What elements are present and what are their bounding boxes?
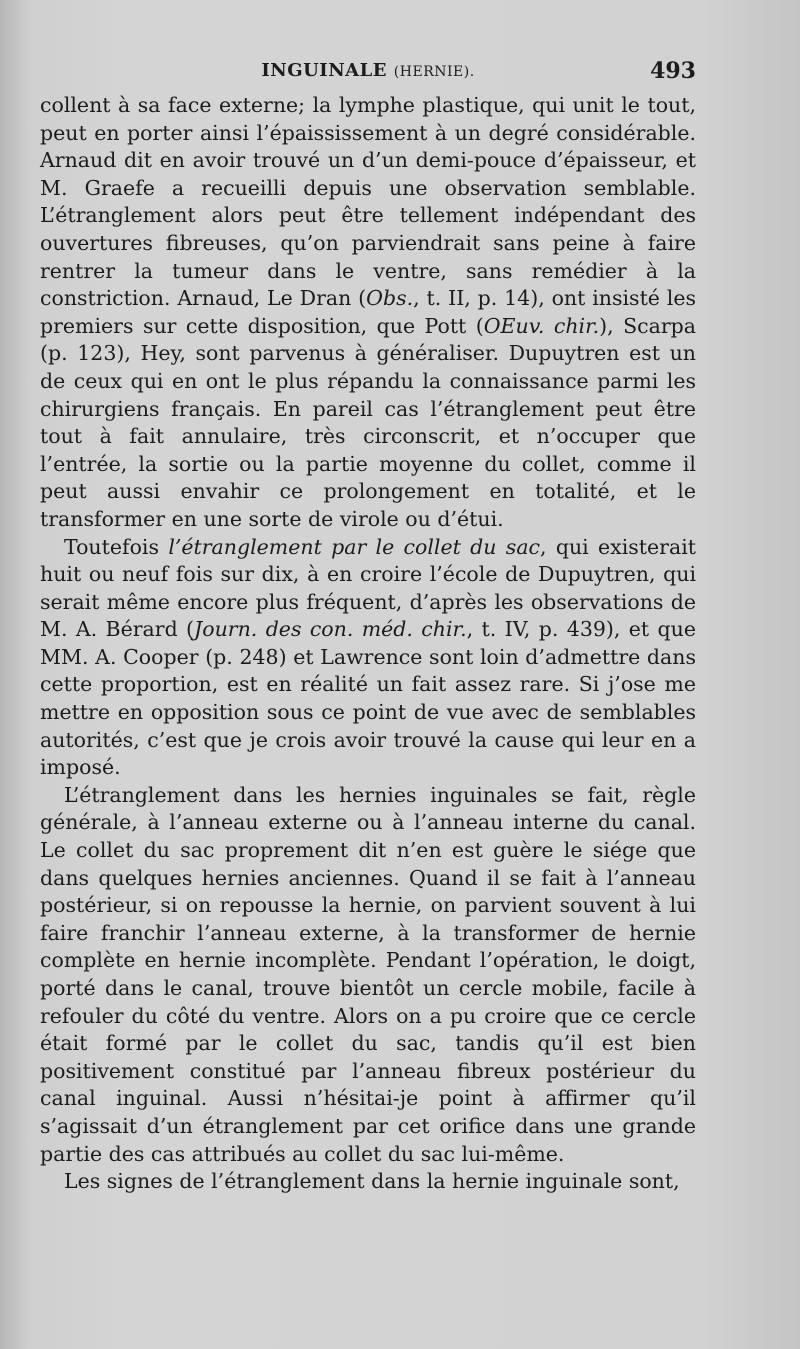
paragraph <box>40 92 696 534</box>
paragraph-text: L’étranglement dans les hernies inguinales se fait, règle générale, à l’anneau externe ou à l’anneau interne du canal. Le collet du sac proprement dit n’en est guère le siége que dans quelques hernies anciennes. Quand il se fait à l’anneau postérieur, si on repousse la hernie, on parvient souvent à lui faire franchir l’anneau externe, à la transformer de hernie complète en hernie incomplète. Pendant l’opération, le doigt, porté dans le canal, trouve bientôt un cercle mobile, facile à refouler du côté du ventre. Alors on a pu croire que ce cercle était formé par le collet du sac, tandis qu’il est bien positivement constitué par l’anneau fibreux postérieur du canal inguinal. Aussi n’hésitai-je point à affirmer qu’il s’agissait d’un étranglement par cet orifice dans une grande partie des cas attribués au collet du sac lui-même. <box>40 782 696 1166</box>
paragraph-text: , qui existerait huit ou neuf fois sur dix, à en croire l’école de Dupuytren, qui serait même encore plus fréquent, d’après les observations de M. A. Bérard ( <box>40 534 696 642</box>
paragraph <box>40 782 696 1168</box>
running-header <box>40 58 696 88</box>
page-number: 493 <box>650 58 696 84</box>
running-title <box>40 60 696 81</box>
paragraph-text: , t. IV, p. 439), et que MM. A. Cooper (p. 248) et Lawrence sont loin d’admettre dans cette proportion, est en réalité un fait assez rare. Si j’ose me mettre en opposition sous ce point de vue avec de semblables autorités, c’est que je crois avoir trouvé la cause qui leur en a imposé. <box>40 617 696 780</box>
running-title-paren: (HERNIE). <box>393 64 475 80</box>
paragraph <box>40 1168 696 1196</box>
running-title-main: INGUINALE <box>261 60 388 81</box>
italic-text: Obs. <box>366 286 414 311</box>
paragraph-text: Toutefois <box>64 534 169 559</box>
body-text <box>40 92 696 1196</box>
paragraph <box>40 534 696 782</box>
italic-text: l’étranglement par le collet du sac <box>168 534 541 559</box>
italic-text: Journ. des con. méd. chir. <box>194 617 467 642</box>
paragraph-text: , t. II, p. 14), ont insisté les premiers sur cette disposition, que Pott ( <box>40 286 696 338</box>
paragraph-text: Les signes de l’étranglement dans la hernie inguinale sont, <box>64 1169 680 1194</box>
paragraph-text: ), Scarpa (p. 123), Hey, sont parvenus à généraliser. Dupuytren est un de ceux qui en ont le plus répandu la connaissance parmi les chirurgiens français. En pareil cas l’étranglement peut être tout à fait annulaire, très circonscrit, et n’occuper que l’entrée, la sortie ou la partie moyenne du collet, comme il peut aussi envahir ce prolongement en totalité, et le transformer en une sorte de virole ou d’étui. <box>40 313 696 531</box>
italic-text: OEuv. chir. <box>483 313 600 338</box>
paragraph-text: collent à sa face externe; la lymphe plastique, qui unit le tout, peut en porter ainsi l’épaississement à un degré considérable. Arnaud dit en avoir trouvé un d’un demi-pouce d’épaisseur, et M. Graefe a recueilli depuis une observation semblable. L’étranglement alors peut être tellement indépendant des ouvertures fibreuses, qu’on parviendrait sans peine à faire rentrer la tumeur dans le ventre, sans remédier à la constriction. Arnaud, Le Dran ( <box>40 93 696 311</box>
